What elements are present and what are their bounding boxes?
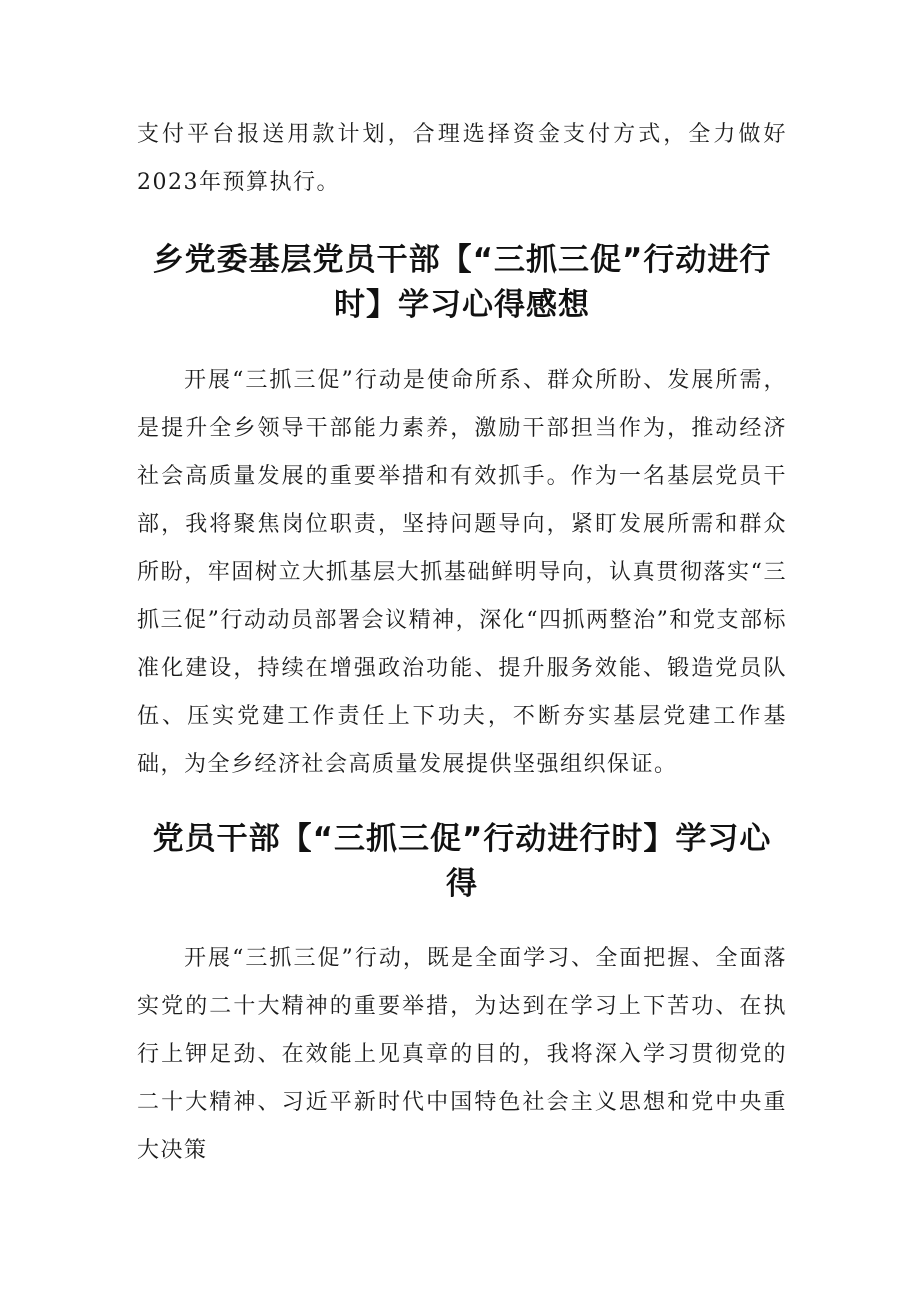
section-1-title: 乡党委基层党员干部【“三抓三促”行动进行时】学习心得感想 — [152, 242, 772, 323]
section-2-title: 党员干部【“三抓三促”行动进行时】学习心得 — [152, 821, 772, 902]
section-1-body: 开展“三抓三促”行动是使命所系、群众所盼、发展所需，是提升全乡领导干部能力素养，激励干部担当作为，推动经济社会高质量发展的重要举措和有效抓手。作为一名基层党员干部，我将聚焦岗位职责，坚持问题导向，紧盯发展所需和群众所盼，牢固树立大抓基层大抓基础鲜明导向，认真贯彻落实“三抓三促”行动动员部署会议精神，深化“四抓两整治”和党支部标准化建设，持续在增强政治功能、提升服务效能、锻造党员队伍、压实党建工作责任上下功夫，不断夯实基层党建工作基础，为全乡经济社会高质量发展提供坚强组织保证。 — [137, 368, 787, 777]
section-2-body: 开展“三抓三促”行动，既是全面学习、全面把握、全面落实党的二十大精神的重要举措，为达到在学习上下苦功、在执行上钾足劲、在效能上见真章的目的，我将深入学习贯彻党的二十大精神、习近平新时代中国特色社会主义思想和党中央重大决策 — [137, 946, 787, 1163]
document-body — [137, 113, 787, 1175]
continuation-paragraph: 支付平台报送用款计划，合理选择资金支付方式，全力做好2023年预算执行。 — [137, 122, 787, 195]
